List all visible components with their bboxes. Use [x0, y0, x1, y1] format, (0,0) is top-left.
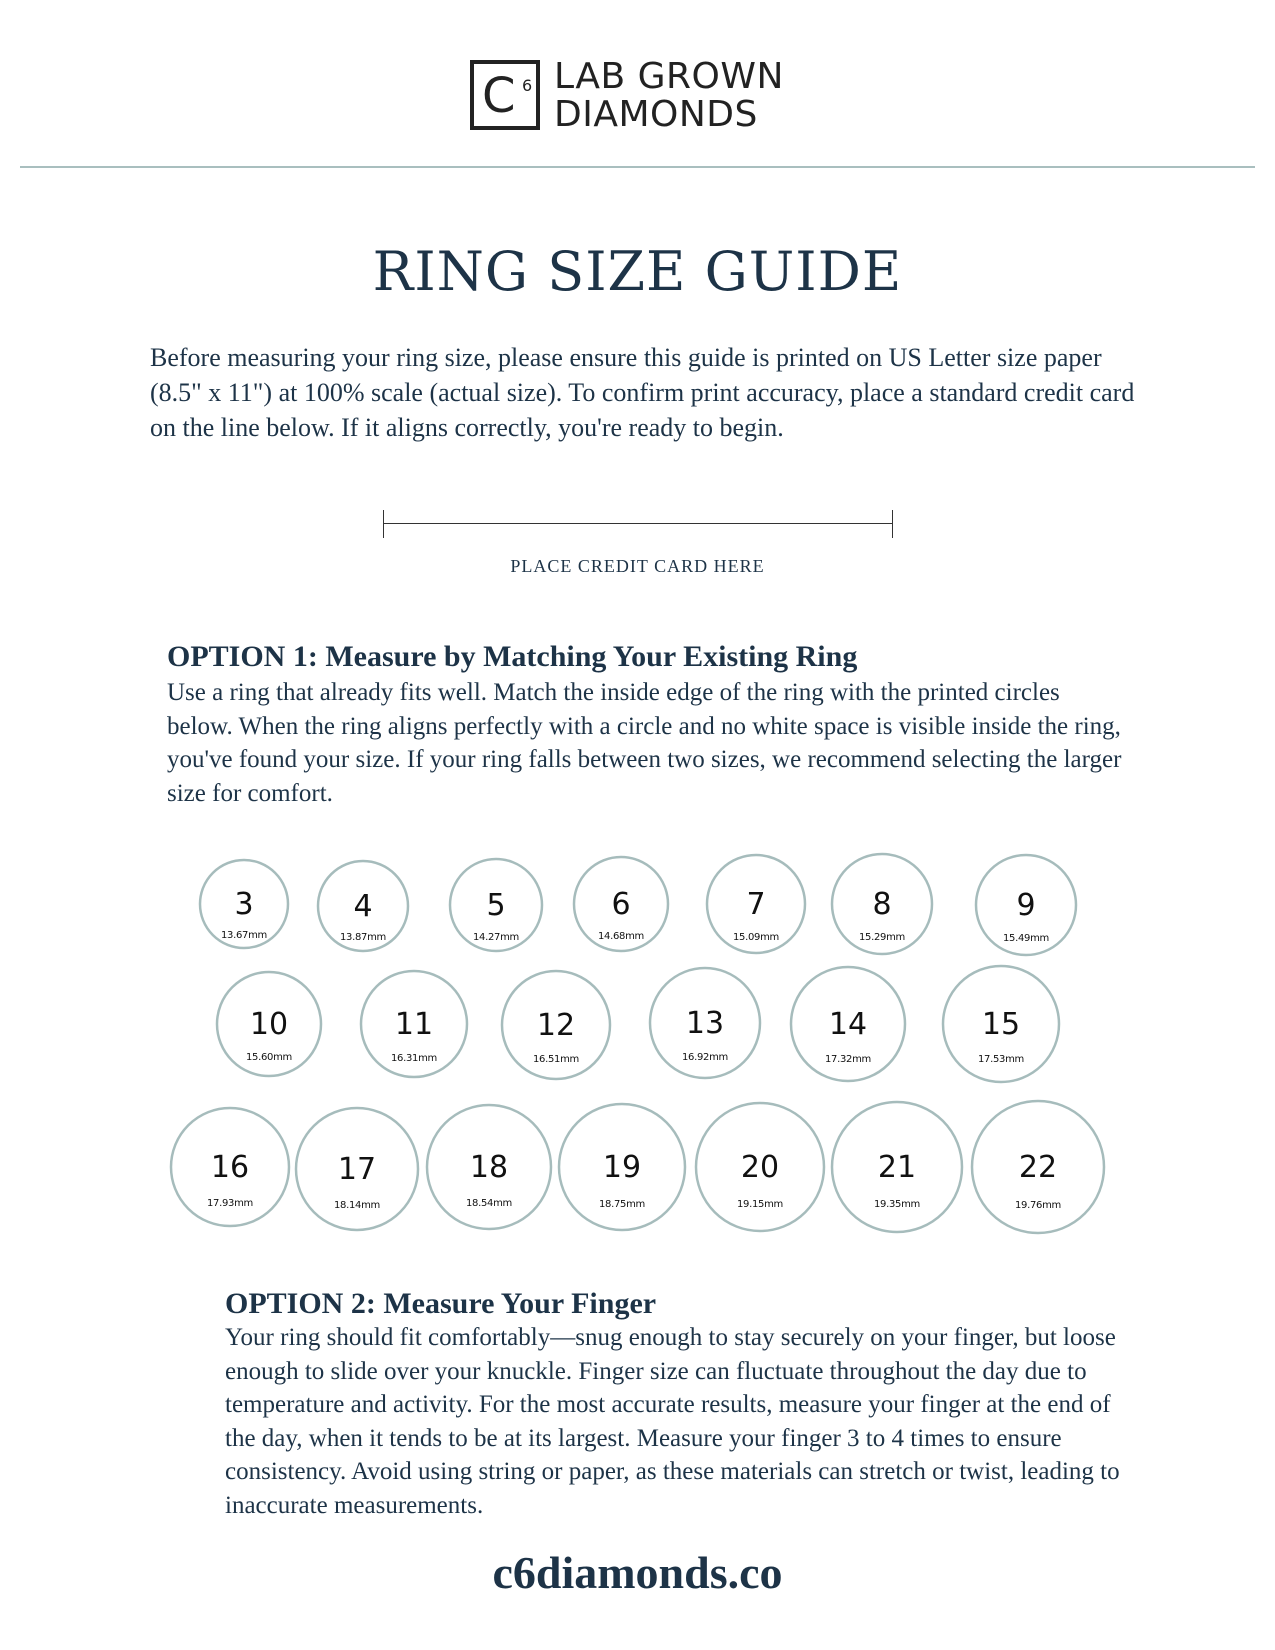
option1-body: Use a ring that already fits well. Match the inside edge of the ring with the printed circles below. When the ring aligns perfectly with a circle and no white space is visible inside the ring, you've found your size. If your ring falls between two sizes, we recommend selecting the larger size for comfort. — [167, 679, 1122, 807]
ring-size-number: 18 — [469, 1150, 509, 1185]
ring-size-number: 6 — [611, 887, 631, 922]
intro-paragraph: Before measuring your ring size, please ensure this guide is printed on US Letter size paper (8.5" x 11") at 100% scale (actual size). To confirm print accuracy, place a standard credit card on the line below. If it aligns correctly, you're ready to begin. — [150, 343, 1135, 442]
ring-size-number: 15 — [981, 1007, 1021, 1042]
ring-size-19 — [559, 1104, 685, 1230]
ring-size-number: 9 — [1016, 888, 1036, 923]
logo-text-line2: DIAMONDS — [554, 94, 758, 135]
ring-size-mm: 14.27mm — [472, 932, 520, 943]
ring-size-number: 10 — [249, 1007, 289, 1042]
ring-size-mm: 16.31mm — [390, 1053, 438, 1064]
ring-size-number: 11 — [394, 1007, 434, 1042]
ring-size-number: 20 — [740, 1150, 780, 1185]
ring-size-mm: 17.53mm — [977, 1054, 1025, 1065]
ring-size-10 — [217, 972, 321, 1076]
ring-size-mm: 18.14mm — [333, 1200, 381, 1211]
ring-size-4 — [318, 861, 408, 951]
ring-size-mm: 18.54mm — [465, 1198, 513, 1209]
ring-size-16 — [171, 1108, 289, 1226]
ring-size-mm: 15.09mm — [732, 932, 780, 943]
logo-text-line1: LAB GROWN — [554, 56, 784, 97]
ring-size-22 — [972, 1101, 1104, 1233]
ring-size-number: 22 — [1018, 1150, 1058, 1185]
ring-size-5 — [450, 859, 542, 951]
ring-size-14 — [791, 967, 905, 1081]
ring-size-13 — [650, 968, 760, 1078]
ring-size-mm: 15.60mm — [245, 1052, 293, 1063]
ring-size-mm: 13.87mm — [339, 932, 387, 943]
ring-size-18 — [427, 1105, 551, 1229]
ring-size-mm: 18.75mm — [598, 1199, 646, 1210]
ring-size-mm: 16.92mm — [681, 1052, 729, 1063]
option1-heading: OPTION 1: Measure by Matching Your Existing Ring — [167, 640, 858, 673]
ring-size-3 — [200, 860, 288, 948]
ring-size-7 — [707, 855, 805, 953]
ring-size-21 — [832, 1102, 962, 1232]
ring-size-number: 19 — [602, 1150, 642, 1185]
ring-size-number: 13 — [685, 1006, 725, 1041]
ring-size-mm: 19.35mm — [873, 1199, 921, 1210]
ring-size-number: 8 — [872, 887, 892, 922]
website-url: c6diamonds.co — [492, 1547, 783, 1598]
ring-size-17 — [296, 1108, 418, 1230]
logo-element-number: 6 — [522, 76, 533, 95]
ring-size-9 — [976, 855, 1076, 955]
ring-size-mm: 16.51mm — [532, 1054, 580, 1065]
credit-card-label: PLACE CREDIT CARD HERE — [510, 556, 765, 576]
ring-size-8 — [832, 854, 932, 954]
ring-size-mm: 14.68mm — [597, 931, 645, 942]
ring-size-number: 12 — [536, 1008, 576, 1043]
ring-size-number: 7 — [746, 887, 766, 922]
logo-element-letter: C — [482, 68, 516, 124]
ring-size-number: 21 — [877, 1150, 917, 1185]
ring-size-mm: 15.29mm — [858, 932, 906, 943]
option2-body: Your ring should fit comfortably—snug enough to stay securely on your finger, but loose enough to slide over your knuckle. Finger size can fluctuate throughout the day due to temperature and activity. For the most accurate results, measure your finger at the end of the day, when it tends to be at its largest. Measure your finger 3 to 4 times to ensure consistency. Avoid using string or paper, as these materials can stretch or twist, leading to inaccurate measurements. — [225, 1324, 1120, 1519]
ring-size-mm: 13.67mm — [220, 930, 268, 941]
ring-size-6 — [574, 857, 668, 951]
ring-size-mm: 19.76mm — [1014, 1200, 1062, 1211]
ring-size-15 — [943, 966, 1059, 1082]
ring-size-number: 4 — [353, 889, 373, 924]
ring-size-number: 17 — [337, 1152, 377, 1187]
ring-size-mm: 17.32mm — [824, 1054, 872, 1065]
page-title: RING SIZE GUIDE — [372, 240, 903, 303]
ring-size-11 — [361, 971, 467, 1077]
ring-size-mm: 17.93mm — [206, 1198, 254, 1209]
ring-size-mm: 19.15mm — [736, 1199, 784, 1210]
ring-size-number: 14 — [828, 1007, 868, 1042]
ring-size-20 — [696, 1103, 824, 1231]
option2-heading: OPTION 2: Measure Your Finger — [225, 1287, 657, 1320]
ring-size-number: 5 — [486, 888, 506, 923]
ring-size-number: 16 — [210, 1150, 250, 1185]
ring-size-number: 3 — [234, 887, 254, 922]
ring-size-12 — [502, 971, 610, 1079]
ring-size-mm: 15.49mm — [1002, 933, 1050, 944]
